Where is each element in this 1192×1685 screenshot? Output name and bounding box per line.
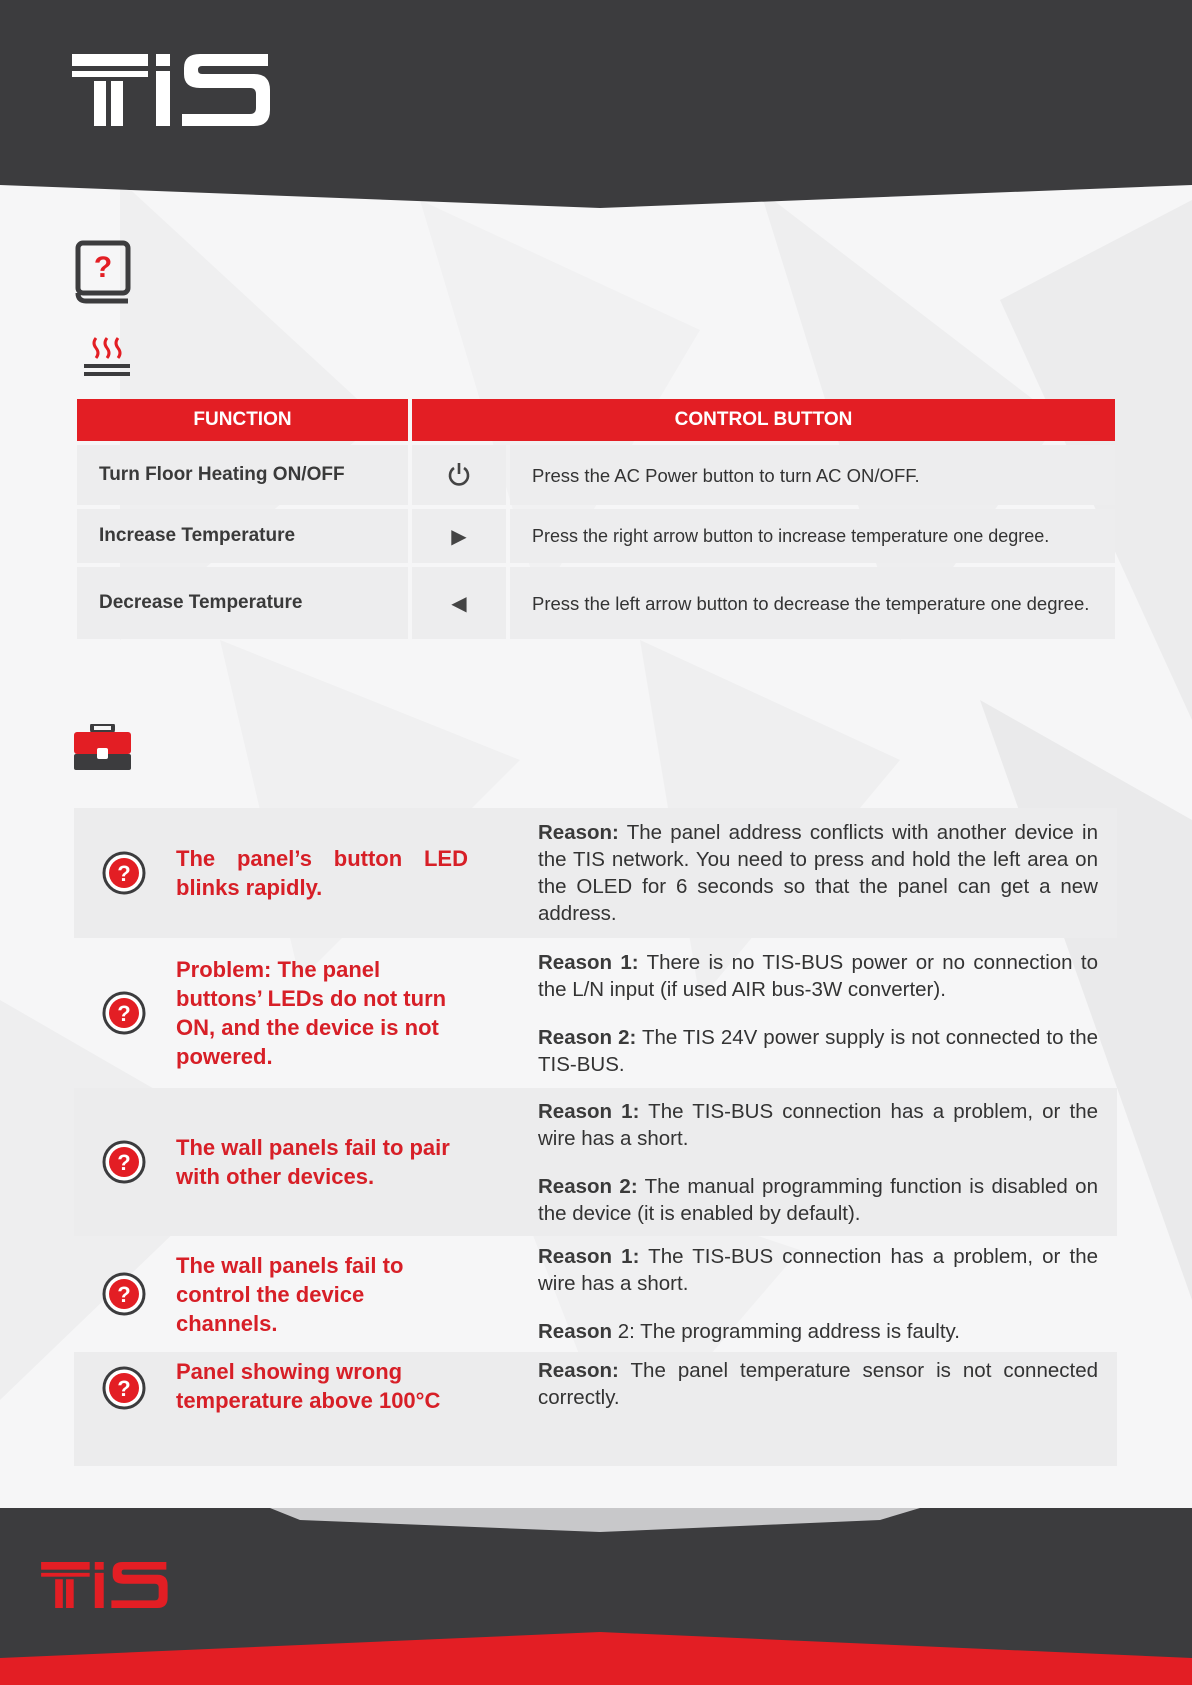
reason-list (538, 1352, 1098, 1466)
list-item (74, 1088, 1117, 1236)
question-circle-icon (102, 851, 146, 895)
reason: Reason 1: The TIS-BUS connection has a problem, or the wire has a short. (538, 1099, 1098, 1150)
reason-list (538, 938, 1098, 1088)
table-row (77, 567, 1115, 639)
problem-title: The wall panels fail to control the device channels. (176, 1252, 404, 1336)
list-item (74, 808, 1117, 938)
function-name: Turn Floor Heating ON/OFF (77, 445, 408, 505)
svg-text:?: ? (93, 251, 113, 284)
reason: Reason 1: The TIS-BUS connection has a problem, or the wire has a short. (538, 1245, 1098, 1295)
question-circle-icon (102, 1140, 146, 1184)
svg-text:?: ? (117, 861, 131, 886)
reason: Reason 1: There is no TIS-BUS power or no connection to the L/N input (if used AIR bus-3W converter). (538, 950, 1098, 1001)
reason: Reason 2: The programming address is faulty. (538, 1320, 960, 1343)
problem-title: The panel’s button LED blinks rapidly. (176, 846, 468, 900)
svg-text:?: ? (117, 1001, 131, 1026)
reason-list (538, 1236, 1098, 1352)
table-header (77, 399, 1115, 441)
function-description: Press the right arrow button to increase temperature one degree. (510, 509, 1115, 563)
question-circle-icon (102, 1272, 146, 1316)
table-row (77, 445, 1115, 505)
list-item (74, 938, 1117, 1088)
table-row (77, 509, 1115, 563)
page-footer (0, 1508, 1192, 1685)
function-table (77, 399, 1115, 639)
reason-list (538, 1088, 1098, 1236)
manual-question-icon (74, 240, 132, 304)
problem-title: Panel showing wrong temperature above 100°C (176, 1359, 441, 1413)
problem-title: Problem: The panel buttons’ LEDs do not turn ON, and the device is not powered. (176, 957, 447, 1069)
function-description: Press the AC Power button to turn AC ON/OFF. (510, 445, 1115, 505)
question-circle-icon (102, 991, 146, 1035)
tis-footer-logo (40, 1562, 170, 1608)
header-control-button: CONTROL BUTTON (412, 399, 1115, 441)
list-item (74, 1352, 1117, 1466)
power-icon (447, 462, 471, 488)
header-function: FUNCTION (77, 399, 408, 441)
reason-list (538, 808, 1098, 938)
list-item (74, 1236, 1117, 1352)
svg-text:?: ? (117, 1150, 131, 1175)
svg-text:?: ? (117, 1282, 131, 1307)
reason: Reason: The panel temperature sensor is not connected correctly. (538, 1359, 1098, 1409)
reason: Reason: The panel address conflicts with another device in the TIS network. You need to press and hold the left area on the OLED for 6 seconds so that the panel can get a new address. (538, 821, 1098, 925)
function-name: Increase Temperature (77, 509, 408, 563)
reason: Reason 2: The TIS 24V power supply is not connected to the TIS-BUS. (538, 1025, 1098, 1076)
troubleshooting-list (74, 808, 1117, 1466)
function-name: Decrease Temperature (77, 567, 408, 639)
question-circle-icon (102, 1366, 146, 1410)
function-description: Press the left arrow button to decrease the temperature one degree. (510, 567, 1115, 639)
right-arrow-icon: ▶ (412, 509, 506, 563)
svg-text:?: ? (117, 1376, 131, 1401)
toolbox-icon (74, 724, 131, 770)
problem-title: The wall panels fail to pair with other devices. (176, 1135, 450, 1189)
tis-logo (72, 54, 272, 126)
floor-heating-icon (84, 334, 130, 378)
left-arrow-icon: ◀ (412, 567, 506, 639)
reason: Reason 2: The manual programming function is disabled on the device (it is enabled by default). (538, 1174, 1098, 1225)
